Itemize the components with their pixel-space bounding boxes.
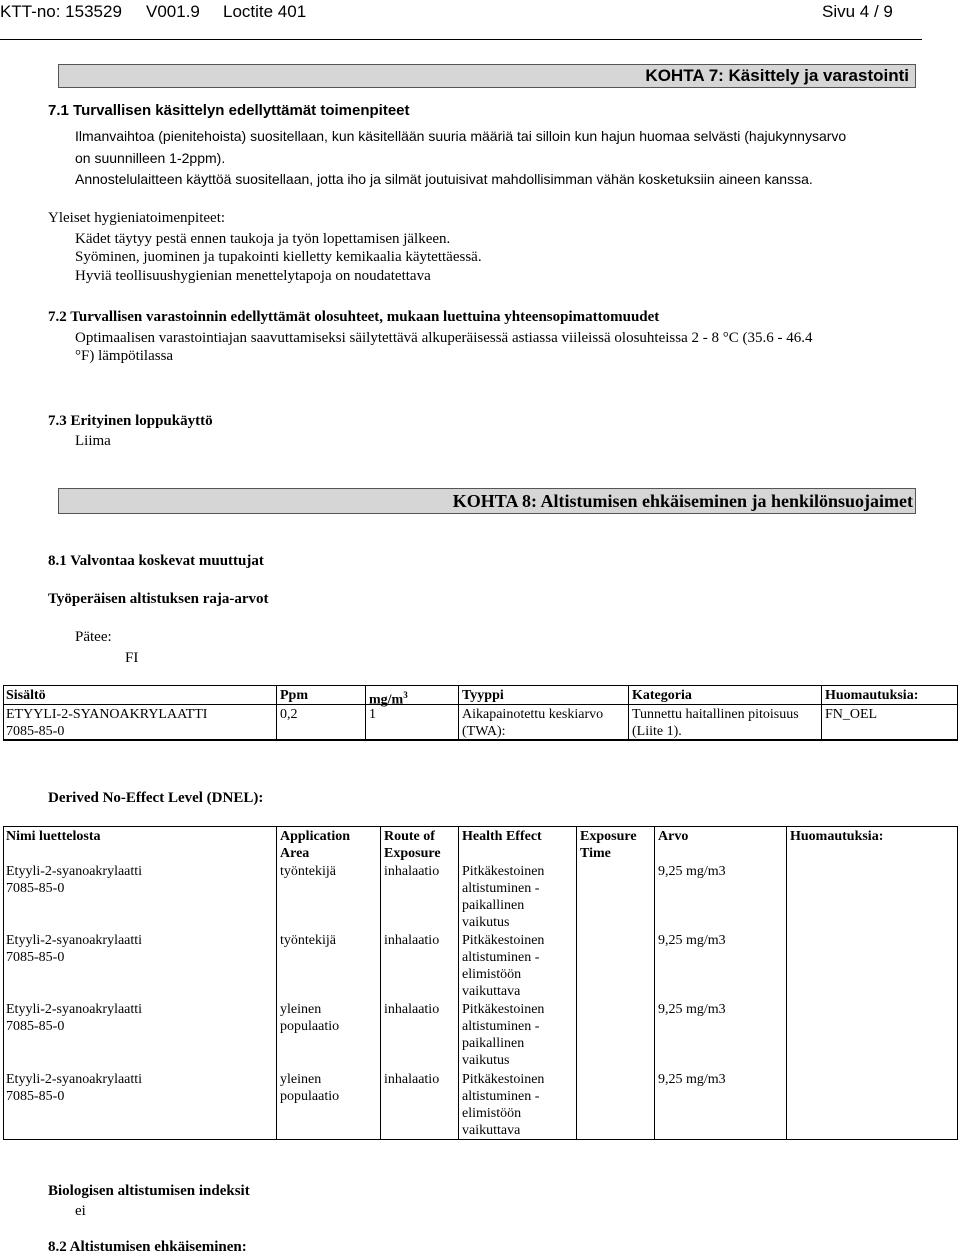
dnel-row-4-route: inhalaatio bbox=[384, 1072, 440, 1087]
s71-line-1: Ilmanvaihtoa (pienitehoista) suositellaan, kun käsitellään suuria määriä tai silloin kun hajun huomaa selvästi (hajukynnysarvo bbox=[75, 128, 847, 144]
dnel-row-1-route: inhalaatio bbox=[384, 864, 440, 879]
hygiene-line-2: Syöminen, juominen ja tupakointi kielletty kemikaalia käytettäessä. bbox=[75, 249, 482, 265]
dnel-row-2-route: inhalaatio bbox=[384, 933, 440, 948]
s71-line-3: Annostelulaitteen käyttöä suositellaan, jotta iho ja silmät joutuisivat mahdollisimman vähän kosketuksiin aineen kanssa. bbox=[75, 171, 813, 187]
s72-line-2: °F) lämpötilassa bbox=[75, 348, 174, 364]
oel-header-mgm3: $mg/m^3$ bbox=[369, 690, 408, 708]
bei-value: ei bbox=[75, 1203, 86, 1219]
dnel-header-remarks: Huomautuksia: bbox=[790, 829, 884, 844]
oel-ppm: 0,2 bbox=[280, 707, 298, 722]
dnel-header-route: Route of Exposure bbox=[384, 829, 441, 861]
s71-line-2: on suunnilleen 1-2ppm). bbox=[75, 150, 226, 166]
s72-heading: 7.2 Turvallisen varastoinnin edellyttämät olosuhteet, mukaan luettuina yhteensopimattomuudet bbox=[48, 309, 660, 325]
page-number: Sivu 4 / 9 bbox=[822, 2, 893, 21]
dnel-row-3-effect: Pitkäkestoinen altistuminen - paikallinen vaikutus bbox=[462, 1002, 545, 1068]
dnel-header-name: Nimi luettelosta bbox=[6, 829, 101, 844]
dnel-header-area: Application Area bbox=[280, 829, 351, 861]
hygiene-label: Yleiset hygieniatoimenpiteet: bbox=[48, 210, 226, 226]
section-8-title: KOHTA 8: Altistumisen ehkäiseminen ja henkilönsuojaimet bbox=[58, 488, 916, 514]
dnel-header-time: Exposure Time bbox=[580, 829, 637, 861]
s73-heading: 7.3 Erityinen loppukäyttö bbox=[48, 413, 213, 429]
oel-header-type: Tyyppi bbox=[462, 688, 504, 703]
hygiene-line-3: Hyviä teollisuushygienian menettelytapoja on noudatettava bbox=[75, 268, 431, 284]
s72-line-1: Optimaalisen varastointiajan saavuttamiseksi säilytettävä alkuperäisessä astiassa viileissä olosuhteissa 2 - 8 °C (35.6 - 46.4 bbox=[75, 330, 813, 346]
dnel-header-effect: Health Effect bbox=[462, 829, 542, 844]
s82-heading: 8.2 Altistumisen ehkäiseminen: bbox=[48, 1239, 247, 1255]
dnel-row-3-route: inhalaatio bbox=[384, 1002, 440, 1017]
dnel-row-4-effect: Pitkäkestoinen altistuminen - elimistöön vaikuttava bbox=[462, 1072, 545, 1138]
dnel-row-1-name: Etyyli-2-syanoakrylaatti 7085-85-0 bbox=[6, 864, 143, 896]
bei-heading: Biologisen altistumisen indeksit bbox=[48, 1183, 250, 1199]
dnel-heading: Derived No-Effect Level (DNEL): bbox=[48, 790, 264, 806]
dnel-row-3-area: yleinen populaatio bbox=[280, 1002, 340, 1034]
oel-heading: Työperäisen altistuksen raja-arvot bbox=[48, 591, 269, 607]
oel-category: Tunnettu haitallinen pitoisuus (Liite 1). bbox=[632, 707, 799, 739]
dnel-row-4-area: yleinen populaatio bbox=[280, 1072, 340, 1104]
oel-remarks: FN_OEL bbox=[825, 707, 878, 722]
s81-heading: 8.1 Valvontaa koskevat muuttujat bbox=[48, 553, 264, 569]
dnel-row-2-effect: Pitkäkestoinen altistuminen - elimistöön vaikuttava bbox=[462, 933, 545, 999]
hygiene-line-1: Kädet täytyy pestä ennen taukoja ja työn lopettamisen jälkeen. bbox=[75, 231, 451, 247]
dnel-row-4-name: Etyyli-2-syanoakrylaatti 7085-85-0 bbox=[6, 1072, 143, 1104]
dnel-row-1-area: työntekijä bbox=[280, 864, 336, 879]
oel-mgm3: 1 bbox=[369, 707, 376, 722]
dnel-row-2-name: Etyyli-2-syanoakrylaatti 7085-85-0 bbox=[6, 933, 143, 965]
section-7-title: KOHTA 7: Käsittely ja varastointi bbox=[58, 64, 916, 88]
oel-header-category: Kategoria bbox=[632, 688, 692, 703]
dnel-row-4-value: 9,25 mg/m3 bbox=[658, 1072, 726, 1087]
dnel-row-2-area: työntekijä bbox=[280, 933, 336, 948]
dnel-header-value: Arvo bbox=[658, 829, 689, 844]
header-rule bbox=[0, 39, 922, 40]
dnel-row-2-value: 9,25 mg/m3 bbox=[658, 933, 726, 948]
doc-version: V001.9 bbox=[146, 2, 200, 21]
oel-header-remarks: Huomautuksia: bbox=[825, 688, 919, 703]
applies-value: FI bbox=[125, 650, 139, 666]
applies-label: Pätee: bbox=[75, 629, 112, 645]
oel-header-substance: Sisältö bbox=[6, 688, 46, 703]
dnel-row-1-value: 9,25 mg/m3 bbox=[658, 864, 726, 879]
dnel-row-3-value: 9,25 mg/m3 bbox=[658, 1002, 726, 1017]
oel-substance: ETYYLI-2-SYANOAKRYLAATTI 7085-85-0 bbox=[6, 707, 208, 739]
product-name: Loctite 401 bbox=[223, 2, 307, 21]
dnel-row-3-name: Etyyli-2-syanoakrylaatti 7085-85-0 bbox=[6, 1002, 143, 1034]
s73-text: Liima bbox=[75, 433, 111, 449]
s71-heading: 7.1 Turvallisen käsittelyn edellyttämät toimenpiteet bbox=[48, 102, 410, 119]
dnel-row-1-effect: Pitkäkestoinen altistuminen - paikallinen vaikutus bbox=[462, 864, 545, 930]
oel-type: Aikapainotettu keskiarvo (TWA): bbox=[462, 707, 604, 739]
oel-header-ppm: Ppm bbox=[280, 688, 308, 703]
doc-id: KTT-no: 153529 bbox=[0, 2, 122, 21]
